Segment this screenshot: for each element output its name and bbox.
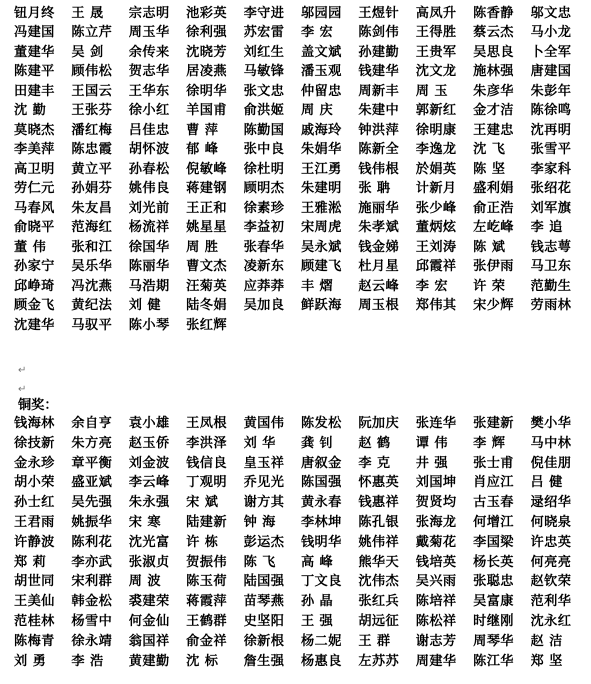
name-cell: 钱培英 [415, 554, 457, 570]
name-cell: 王美仙 [14, 594, 55, 610]
name-cell: 郑伟其 [415, 298, 457, 314]
name-cell: 周 波 [128, 574, 161, 590]
name-cell: 韩金松 [71, 594, 113, 610]
name-cell: 孙家宁 [14, 259, 55, 275]
name-cell: 钱金娣 [358, 239, 400, 255]
name-cell: 邱霞祥 [415, 259, 457, 275]
name-cell: 居凌燕 [186, 64, 227, 80]
name-cell: 吴加良 [243, 298, 285, 314]
name-cell: 朱彭年 [530, 83, 572, 99]
name-cell: 谢方其 [243, 495, 285, 511]
name-cell: 董 伟 [14, 239, 47, 255]
name-cell: 王刘涛 [415, 239, 457, 255]
name-cell: 王江勇 [300, 161, 342, 177]
name-cell: 李亦武 [71, 554, 113, 570]
name-cell: 田建丰 [14, 83, 55, 99]
name-cell: 徐素珍 [243, 200, 285, 216]
name-cell: 张淑贞 [128, 554, 170, 570]
name-cell: 卜全军 [530, 44, 572, 60]
name-cell: 古玉春 [473, 495, 514, 511]
name-cell: 赵 洁 [530, 633, 563, 649]
name-cell: 孙娟芬 [71, 181, 113, 197]
name-cell: 陈小琴 [128, 317, 170, 333]
name-cell: 翁国祥 [128, 633, 170, 649]
name-cell: 丁观明 [186, 475, 227, 491]
name-cell: 张春华 [243, 239, 285, 255]
name-cell: 徐利强 [186, 25, 227, 41]
name-cell: 陈忠霞 [71, 142, 113, 158]
name-cell: 钱明华 [300, 534, 342, 550]
name-cell: 徐杜明 [243, 161, 285, 177]
name-cell: 朱娟华 [300, 142, 342, 158]
name-cell: 黄永春 [300, 495, 342, 511]
paragraph-mark: ↵ [18, 384, 27, 395]
name-cell: 刘红生 [243, 44, 285, 60]
name-cell: 苏宏雷 [243, 25, 285, 41]
name-cell: 张红辉 [186, 317, 227, 333]
name-cell: 李林坤 [300, 514, 342, 530]
name-grid-bronze-award [14, 414, 588, 671]
name-cell: 何晓泉 [530, 514, 572, 530]
name-cell: 周琴华 [473, 633, 514, 649]
name-cell: 钱伟根 [358, 161, 400, 177]
name-cell: 盛亚斌 [71, 475, 113, 491]
name-cell: 唐叙金 [300, 455, 342, 471]
name-cell: 陈松祥 [415, 613, 457, 629]
name-cell: 张 聃 [358, 181, 391, 197]
name-cell: 苗琴燕 [243, 594, 285, 610]
name-cell: 朱永强 [128, 495, 170, 511]
name-cell: 鲜跃海 [300, 298, 342, 314]
name-cell: 潘玉观 [300, 64, 342, 80]
name-cell: 肖应江 [473, 475, 514, 491]
name-cell: 范海红 [71, 220, 113, 236]
name-cell: 张绍花 [530, 181, 572, 197]
name-cell: 冯沈燕 [71, 278, 113, 294]
name-cell: 朱建中 [358, 103, 400, 119]
name-cell: 马驭平 [71, 317, 113, 333]
name-cell: 孙 晶 [300, 594, 334, 610]
name-cell: 彭运杰 [243, 534, 285, 550]
name-cell: 钟洪萍 [358, 122, 400, 138]
name-cell: 沈 标 [186, 653, 219, 669]
name-cell: 陆建新 [186, 514, 227, 530]
name-cell: 朱孝斌 [358, 220, 400, 236]
name-cell: 王国云 [71, 83, 113, 99]
name-cell: 胡远征 [358, 613, 400, 629]
name-cell: 沈 飞 [473, 142, 506, 158]
name-cell: 左屹峰 [473, 220, 514, 236]
name-cell: 沈 勤 [14, 103, 47, 119]
name-cell: 李美萍 [14, 142, 55, 158]
name-cell: 何增江 [473, 514, 514, 530]
name-cell: 徐永靖 [71, 633, 113, 649]
name-cell: 陈徐鸣 [530, 103, 572, 119]
name-cell: 吴永斌 [300, 239, 342, 255]
name-cell: 周新丰 [358, 83, 400, 99]
name-cell: 王得胜 [415, 25, 457, 41]
name-cell: 许忠英 [530, 534, 572, 550]
name-cell: 贺志华 [128, 64, 170, 80]
name-cell: 胡世同 [14, 574, 55, 590]
name-cell: 施丽华 [358, 200, 400, 216]
name-cell: 许 荣 [473, 278, 506, 294]
name-cell: 张红兵 [358, 594, 400, 610]
name-cell: 钱惠祥 [358, 495, 400, 511]
name-cell: 刘 健 [128, 298, 161, 314]
name-cell: 王煜针 [358, 6, 400, 21]
name-cell: 汪菊英 [186, 278, 227, 294]
name-cell: 冯建国 [14, 25, 55, 41]
name-cell: 阮加庆 [358, 416, 400, 431]
name-cell: 周玉华 [128, 25, 170, 41]
name-cell: 钱建华 [358, 64, 400, 80]
name-cell: 宋周虎 [300, 220, 342, 236]
name-cell: 徐国华 [128, 239, 170, 255]
name-cell: 井 强 [415, 455, 448, 471]
name-cell: 皇玉祥 [243, 455, 285, 471]
name-cell: 吴思良 [473, 44, 514, 60]
name-cell: 赵钦荣 [530, 574, 572, 590]
name-cell: 怀惠英 [358, 475, 400, 491]
name-cell: 曹 萍 [186, 122, 219, 138]
name-cell: 董炳炫 [415, 220, 457, 236]
name-cell: 盛利娟 [473, 181, 514, 197]
name-cell: 马敏锋 [243, 64, 285, 80]
name-cell: 张和江 [71, 239, 113, 255]
name-cell: 金永珍 [14, 455, 55, 471]
name-cell: 潘红梅 [71, 122, 113, 138]
name-cell: 龚 钊 [300, 435, 334, 451]
name-cell: 丁文良 [300, 574, 342, 590]
name-cell: 朱友昌 [71, 200, 113, 216]
name-cell: 谭 伟 [415, 435, 448, 451]
name-cell: 陈国强 [300, 475, 342, 491]
name-cell: 唐建国 [530, 64, 572, 80]
name-cell: 陈香静 [473, 6, 514, 21]
name-cell: 陈立芹 [71, 25, 113, 41]
name-cell: 范勤生 [530, 278, 572, 294]
name-cell: 戴菊花 [415, 534, 457, 550]
name-cell: 李 辉 [473, 435, 506, 451]
name-cell: 吕 健 [530, 475, 563, 491]
name-cell: 李益初 [243, 220, 285, 236]
name-cell: 王 晟 [71, 6, 104, 21]
name-cell: 樊小华 [530, 416, 572, 431]
name-cell: 张少峰 [415, 200, 457, 216]
name-cell: 李 浩 [71, 653, 104, 669]
name-cell: 陈勤国 [243, 122, 285, 138]
name-cell: 王贵军 [415, 44, 457, 60]
name-cell: 徐技新 [14, 435, 55, 451]
name-cell: 钮月终 [14, 6, 55, 21]
name-cell: 贺振伟 [186, 554, 227, 570]
name-cell: 李云峰 [128, 475, 170, 491]
name-cell: 王凤根 [186, 416, 227, 431]
name-cell: 李家科 [530, 161, 572, 177]
name-cell: 丰 熠 [300, 278, 334, 294]
name-cell: 朱方亮 [71, 435, 113, 451]
name-cell: 李 追 [530, 220, 563, 236]
name-cell: 朱彦华 [473, 83, 514, 99]
name-cell: 顾建飞 [300, 259, 342, 275]
name-cell: 郑 莉 [14, 554, 47, 570]
name-cell: 王 群 [358, 633, 391, 649]
name-cell: 顾伟松 [71, 64, 113, 80]
name-cell: 沈文龙 [415, 64, 457, 80]
name-cell: 许 栋 [186, 534, 219, 550]
name-cell: 池彩英 [186, 6, 227, 21]
name-cell: 高卫明 [14, 161, 55, 177]
name-cell: 王华东 [128, 83, 170, 99]
name-cell: 孙建勤 [358, 44, 400, 60]
name-cell: 蒋建钢 [186, 181, 227, 197]
name-cell: 姚伟良 [128, 181, 170, 197]
name-cell: 时继刚 [473, 613, 514, 629]
name-cell: 杨长英 [473, 554, 514, 570]
name-cell: 何亮亮 [530, 554, 572, 570]
name-cell: 李洪泽 [186, 435, 227, 451]
name-cell: 凌新东 [243, 259, 285, 275]
name-cell: 周 玉 [415, 83, 448, 99]
name-cell: 谢志芳 [415, 633, 457, 649]
name-cell: 何金仙 [128, 613, 170, 629]
name-cell: 孙春松 [128, 161, 170, 177]
name-cell: 蒋霞萍 [186, 594, 227, 610]
name-cell: 沈再明 [530, 122, 572, 138]
name-cell: 袁小雄 [128, 416, 170, 431]
name-cell: 宋少辉 [473, 298, 514, 314]
name-cell: 吴先强 [71, 495, 113, 511]
name-cell: 余传来 [128, 44, 170, 60]
name-cell: 王 强 [300, 613, 334, 629]
name-cell: 钱海林 [14, 416, 55, 431]
name-cell: 许静波 [14, 534, 55, 550]
name-cell: 朱建明 [300, 181, 342, 197]
name-cell: 杨雪中 [71, 613, 113, 629]
name-cell: 李国梁 [473, 534, 514, 550]
name-cell: 杨二妮 [300, 633, 342, 649]
name-cell: 吕佳忠 [128, 122, 170, 138]
name-cell: 俞正浩 [473, 200, 514, 216]
name-cell: 杜月星 [358, 259, 400, 275]
name-cell: 周 庆 [300, 103, 334, 119]
name-cell: 徐明华 [186, 83, 227, 99]
name-cell: 陈 飞 [243, 554, 276, 570]
name-cell: 陆冬娟 [186, 298, 227, 314]
name-cell: 李 宏 [415, 278, 448, 294]
name-cell: 宗志明 [128, 6, 170, 21]
name-cell: 左苏苏 [358, 653, 400, 669]
name-cell: 宋利群 [71, 574, 113, 590]
name-cell: 张聪忠 [473, 574, 514, 590]
name-cell: 姚伟祥 [358, 534, 400, 550]
name-cell: 王建忠 [473, 122, 514, 138]
name-cell: 吴 剑 [71, 44, 104, 60]
name-cell: 曹文杰 [186, 259, 227, 275]
name-cell: 杨惠良 [300, 653, 342, 669]
name-cell: 钱信良 [186, 455, 227, 471]
name-cell: 史坚阳 [243, 613, 285, 629]
name-cell: 张海龙 [415, 514, 457, 530]
name-cell: 姚振华 [71, 514, 113, 530]
name-cell: 沈永红 [530, 613, 572, 629]
name-cell: 倪佳朋 [530, 455, 572, 471]
name-cell: 俞晓平 [14, 220, 55, 236]
name-cell: 詹生强 [243, 653, 285, 669]
name-cell: 陈发松 [300, 416, 342, 431]
name-cell: 劳仁元 [14, 181, 55, 197]
name-cell: 范桂林 [14, 613, 55, 629]
paragraph-mark: ↵ [18, 365, 27, 376]
name-cell: 赵玉侨 [128, 435, 170, 451]
name-cell: 陈玉荷 [186, 574, 227, 590]
name-cell: 王鹤群 [186, 613, 227, 629]
name-cell: 周建华 [415, 653, 457, 669]
name-cell: 张伊雨 [473, 259, 514, 275]
name-cell: 张雪平 [530, 142, 572, 158]
name-cell: 应莽莽 [243, 278, 285, 294]
name-cell: 邱峥琦 [14, 278, 55, 294]
name-cell: 沈建华 [14, 317, 55, 333]
name-cell: 邬文忠 [530, 6, 572, 21]
name-cell: 张文忠 [243, 83, 285, 99]
name-cell: 刘光前 [128, 200, 170, 216]
name-cell: 贺贤均 [415, 495, 457, 511]
name-cell: 黄建勤 [128, 653, 170, 669]
name-cell: 张中良 [243, 142, 285, 158]
name-cell: 陈江华 [473, 653, 514, 669]
name-cell: 乔见光 [243, 475, 285, 491]
name-cell: 张建新 [473, 416, 514, 431]
name-cell: 周 胜 [186, 239, 219, 255]
name-cell: 蔡云杰 [473, 25, 514, 41]
name-cell: 顾金飞 [14, 298, 55, 314]
bronze-award-heading: 铜奖： [18, 398, 58, 413]
name-cell: 郑 坚 [530, 653, 563, 669]
name-cell: 顾明杰 [243, 181, 285, 197]
name-cell: 於娟英 [415, 161, 457, 177]
name-cell: 陈梅青 [14, 633, 55, 649]
name-cell: 王正和 [186, 200, 227, 216]
name-cell: 黄国伟 [243, 416, 285, 431]
name-cell: 倪敏峰 [186, 161, 227, 177]
name-cell: 刘国坤 [415, 475, 457, 491]
name-cell: 陈利花 [71, 534, 113, 550]
name-cell: 周玉根 [358, 298, 400, 314]
name-cell: 高凤升 [415, 6, 457, 21]
name-cell: 吴乐华 [71, 259, 113, 275]
name-cell: 熊华天 [358, 554, 400, 570]
name-cell: 沈晓芳 [186, 44, 227, 60]
name-cell: 羊国甫 [186, 103, 227, 119]
name-cell: 李逸龙 [415, 142, 457, 158]
name-cell: 杨流祥 [128, 220, 170, 236]
name-cell: 陆国强 [243, 574, 285, 590]
name-cell: 逯绍华 [530, 495, 572, 511]
name-cell: 宋 寒 [128, 514, 161, 530]
name-cell: 胡怀波 [128, 142, 170, 158]
name-cell: 裘建荣 [128, 594, 170, 610]
name-cell: 金才洁 [473, 103, 514, 119]
name-cell: 钟 海 [243, 514, 276, 530]
name-cell: 余自亨 [71, 416, 113, 431]
name-cell: 郭新红 [415, 103, 457, 119]
name-cell: 陈丽华 [128, 259, 170, 275]
name-grid-section-1 [14, 4, 588, 335]
name-cell: 计新月 [415, 181, 457, 197]
name-cell: 黄立平 [71, 161, 113, 177]
name-cell: 陈 斌 [473, 239, 506, 255]
name-cell: 赵云峰 [358, 278, 400, 294]
name-cell: 孙士红 [14, 495, 55, 511]
name-cell: 郁 峰 [186, 142, 219, 158]
name-cell: 盖文斌 [300, 44, 342, 60]
name-cell: 刘 华 [243, 435, 276, 451]
name-cell: 徐新根 [243, 633, 285, 649]
name-cell: 施林强 [473, 64, 514, 80]
name-cell: 陈建平 [14, 64, 55, 80]
name-cell: 宋 斌 [186, 495, 219, 511]
name-cell: 陈剑伟 [358, 25, 400, 41]
name-cell: 胡小荣 [14, 475, 55, 491]
name-cell: 王君雨 [14, 514, 55, 530]
name-cell: 董建华 [14, 44, 55, 60]
name-cell: 刘 勇 [14, 653, 47, 669]
name-cell: 王张芬 [71, 103, 113, 119]
name-cell: 马小龙 [530, 25, 572, 41]
name-cell: 姚星星 [186, 220, 227, 236]
name-cell: 沈光富 [128, 534, 170, 550]
name-cell: 戚海玲 [300, 122, 342, 138]
name-cell: 钱志萼 [530, 239, 572, 255]
name-cell: 高 峰 [300, 554, 334, 570]
name-cell: 李 宏 [300, 25, 334, 41]
name-cell: 张士甫 [473, 455, 514, 471]
name-cell: 仲留忠 [300, 83, 342, 99]
name-cell: 王雅淞 [300, 200, 342, 216]
name-cell: 莫晓杰 [14, 122, 55, 138]
name-cell: 陈孔银 [358, 514, 400, 530]
name-cell: 陈新全 [358, 142, 400, 158]
name-cell: 马春风 [14, 200, 55, 216]
name-cell: 刘军旗 [530, 200, 572, 216]
name-cell: 陈 坚 [473, 161, 506, 177]
name-cell: 俞洪姬 [243, 103, 285, 119]
name-cell: 刘金波 [128, 455, 170, 471]
name-cell: 马中林 [530, 435, 572, 451]
name-cell: 李 克 [358, 455, 391, 471]
name-cell: 张连华 [415, 416, 457, 431]
name-cell: 黄纪法 [71, 298, 113, 314]
name-cell: 李守进 [243, 6, 285, 21]
name-cell: 章平衡 [71, 455, 113, 471]
name-cell: 徐明康 [415, 122, 457, 138]
name-cell: 邬园园 [300, 6, 342, 21]
name-cell: 吴富康 [473, 594, 514, 610]
name-cell: 范利华 [530, 594, 572, 610]
name-cell: 俞金祥 [186, 633, 227, 649]
name-cell: 赵 鹤 [358, 435, 391, 451]
name-cell: 马浩期 [128, 278, 170, 294]
name-cell: 吴兴雨 [415, 574, 457, 590]
name-cell: 陈培祥 [415, 594, 457, 610]
name-cell: 劳雨林 [530, 298, 572, 314]
name-cell: 徐小红 [128, 103, 170, 119]
name-cell: 沈伟杰 [358, 574, 400, 590]
name-cell: 马卫东 [530, 259, 572, 275]
